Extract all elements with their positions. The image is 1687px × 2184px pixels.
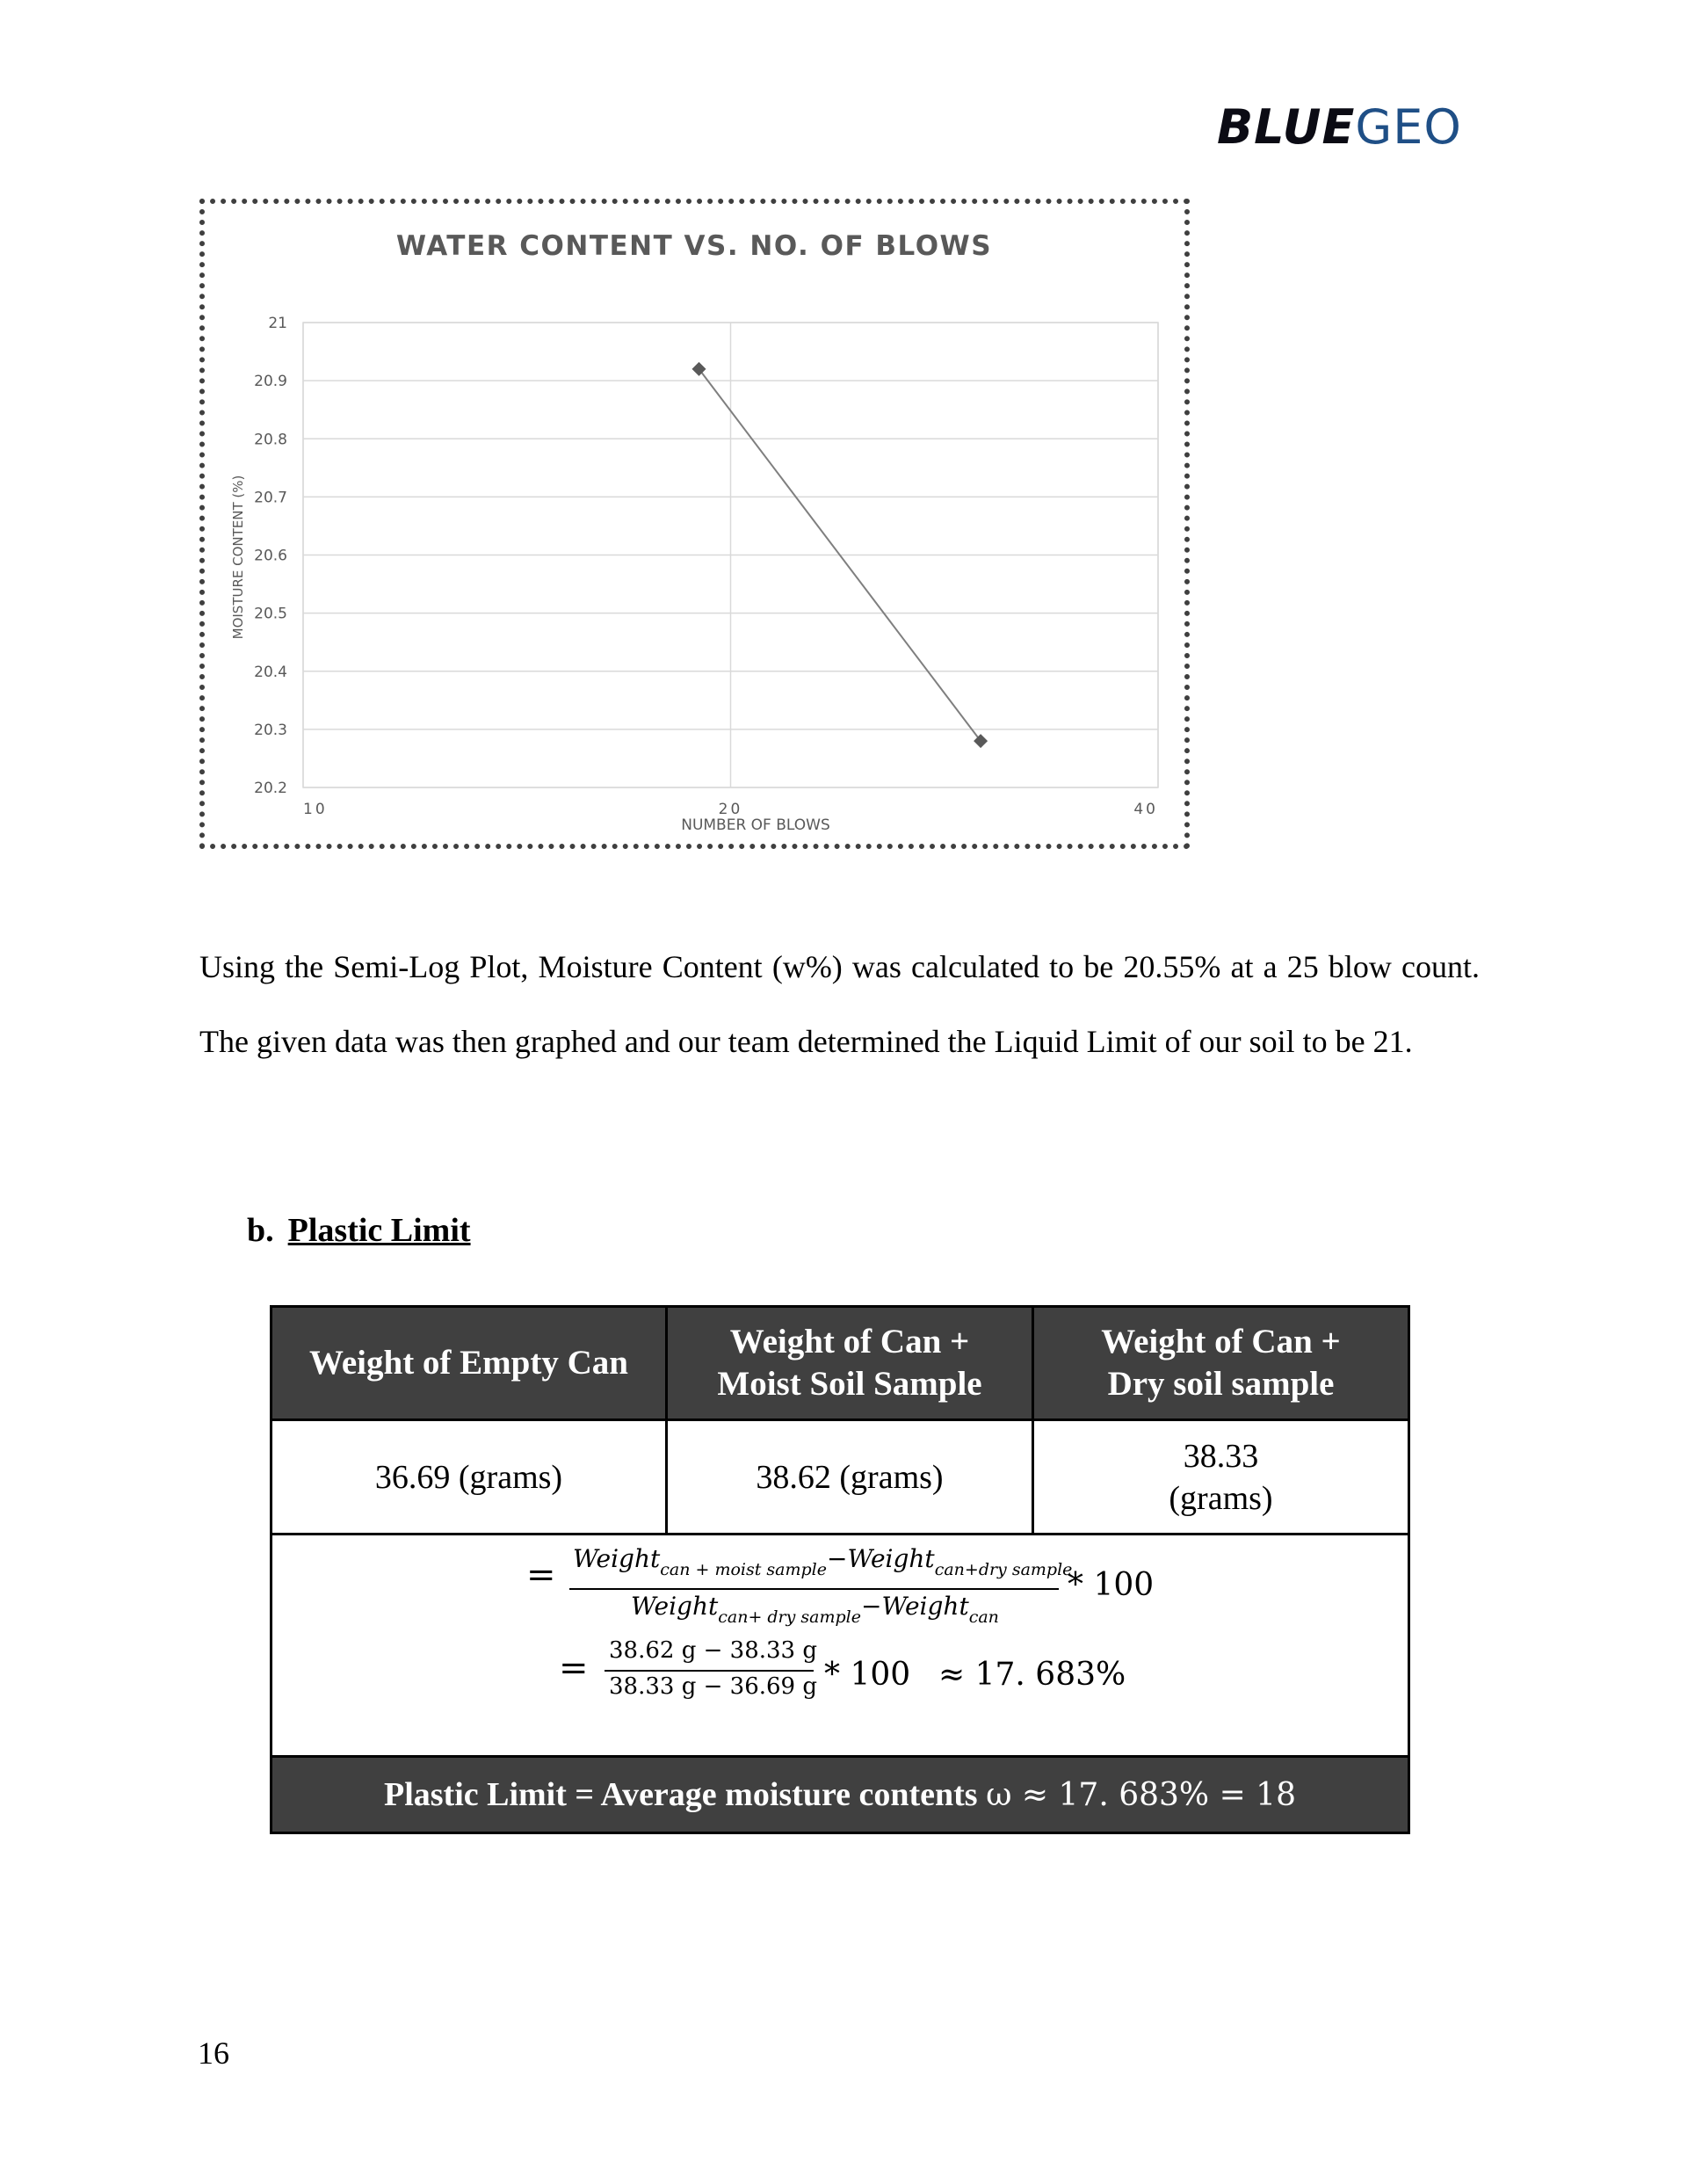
result-row	[272, 1757, 1409, 1833]
formula-approx-result: ≈ 17. 683%	[938, 1657, 1126, 1693]
y-tick-label: 20.3	[254, 721, 287, 739]
y-tick-label: 20.8	[254, 431, 287, 449]
header-empty-can: Weight of Empty Can	[272, 1307, 667, 1420]
numerator-sub-dry: can+dry sample	[934, 1560, 1073, 1579]
formula-equals-2: =	[559, 1648, 589, 1688]
header-can-moist-text: Weight of Can + Moist Soil Sample	[717, 1323, 982, 1403]
data-point	[691, 362, 706, 376]
section-title: Plastic Limit	[287, 1212, 471, 1249]
formula-denominator	[631, 1592, 999, 1627]
formula-bar-1	[569, 1588, 1059, 1590]
y-tick-label: 20.4	[254, 663, 287, 681]
formula-row	[272, 1535, 1409, 1757]
y-tick-label: 20.2	[254, 780, 287, 797]
data-point	[974, 734, 988, 748]
table-row	[272, 1420, 1409, 1535]
formula-equals-1: =	[526, 1555, 556, 1595]
value-can-moist: 38.62 (grams)	[667, 1420, 1033, 1535]
numeric-denominator: 38.33 g − 36.69 g	[609, 1673, 817, 1700]
denominator-weight-dry: Weight	[631, 1592, 719, 1621]
section-heading-plastic-limit	[247, 1211, 471, 1250]
moisture-formula	[272, 1535, 1405, 1755]
bluegeo-logo	[1217, 99, 1462, 155]
value-can-dry	[1033, 1420, 1409, 1535]
header-can-moist	[667, 1307, 1033, 1420]
table-header-row	[272, 1307, 1409, 1420]
y-tick-label: 21	[268, 315, 287, 332]
chart-y-axis-label: MOISTURE CONTENT (%)	[230, 475, 246, 640]
denominator-minus-weight: −Weight	[861, 1592, 969, 1621]
formula-times-100-2: * 100	[824, 1657, 911, 1693]
y-tick-label: 20.5	[254, 605, 287, 623]
header-can-dry	[1033, 1307, 1409, 1420]
section-marker: b.	[247, 1212, 274, 1249]
numerator-minus-weight: −Weight	[826, 1544, 935, 1573]
chart-title: WATER CONTENT VS. NO. OF BLOWS	[395, 230, 993, 262]
numerator-weight-moist: Weight	[573, 1544, 661, 1573]
moisture-chart-svg	[205, 204, 1184, 844]
formula-times-100-1: * 100	[1068, 1567, 1155, 1603]
moisture-chart	[199, 199, 1190, 849]
logo-bold-text: BLUE	[1217, 99, 1356, 155]
result-cell	[272, 1757, 1409, 1833]
value-can-dry-text: 38.33 (grams)	[1169, 1437, 1273, 1517]
logo-light-text: GEO	[1355, 99, 1462, 155]
page-number: 16	[198, 2035, 229, 2071]
formula-bar-2	[605, 1670, 814, 1672]
value-empty-can: 36.69 (grams)	[272, 1420, 667, 1535]
numerator-sub-moist: can + moist sample	[660, 1560, 827, 1579]
formula-cell	[272, 1535, 1409, 1757]
x-tick-label: 10	[303, 801, 328, 818]
liquid-limit-paragraph: Using the Semi-Log Plot, Moisture Content (w%) was calculated to be 20.55% at a 25 blow count. The given data was then graphed and our team determined the Liquid Limit of our soil to be 21.	[199, 949, 1480, 1059]
x-tick-label: 20	[718, 801, 743, 818]
plastic-limit-table	[270, 1305, 1410, 1834]
y-tick-label: 20.9	[254, 373, 287, 391]
y-tick-label: 20.7	[254, 489, 287, 507]
result-math: ω ≈ 17. 683% = 18	[986, 1777, 1296, 1813]
denominator-sub-can: can	[968, 1607, 999, 1627]
y-tick-label: 20.6	[254, 547, 287, 565]
header-can-dry-text: Weight of Can + Dry soil sample	[1101, 1323, 1341, 1403]
chart-x-axis-label: NUMBER OF BLOWS	[681, 816, 830, 834]
denominator-sub-dry: can+ dry sample	[718, 1607, 861, 1627]
formula-numerator	[573, 1544, 1072, 1579]
x-tick-label: 40	[1133, 801, 1158, 818]
result-label: Plastic Limit = Average moisture contents	[383, 1776, 978, 1813]
numeric-numerator: 38.62 g − 38.33 g	[609, 1637, 817, 1664]
